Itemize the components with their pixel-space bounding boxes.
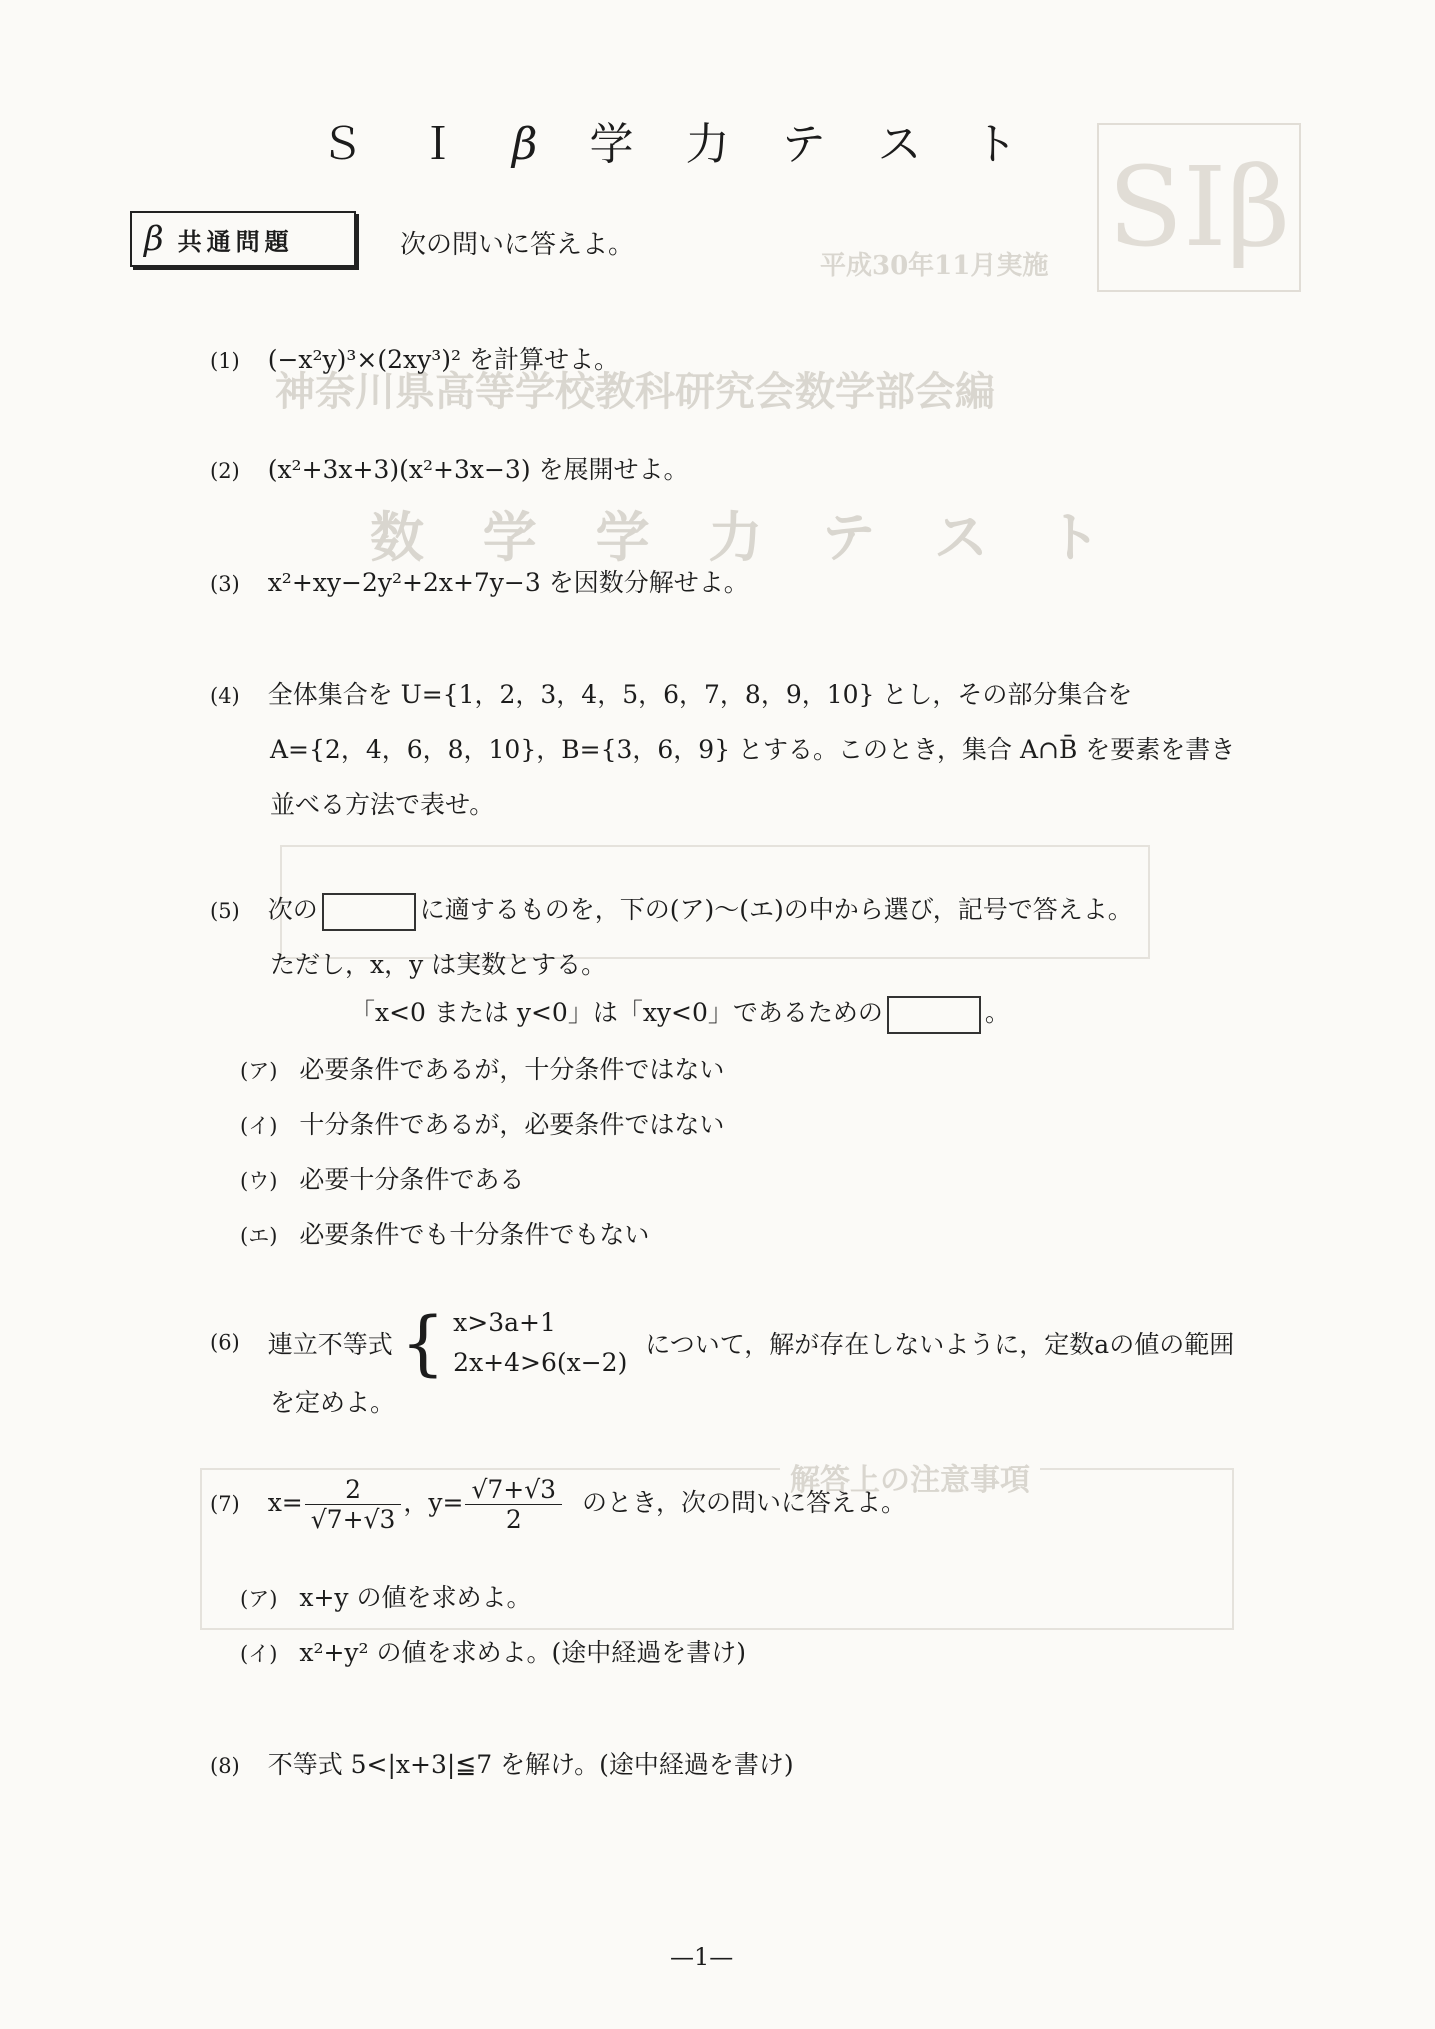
fraction [305,1475,402,1534]
option-text: 必要十分条件である [299,1165,525,1194]
question-7 [210,1475,906,1534]
section-symbol: β [144,219,164,259]
option-i [240,1105,724,1141]
question-4 [210,675,1132,711]
subquestion-text: x²+y² の値を求めよ。(途中経過を書け) [299,1638,747,1667]
title-char: Ｓ [320,119,364,170]
question-5 [210,890,1133,931]
option-text: 必要条件であるが，十分条件ではない [299,1055,725,1084]
question-text-line: を定めよ。 [270,1388,396,1417]
question-text: 不等式 5<|x+3|≦7 を解け。(途中経過を書け) [267,1750,794,1779]
question-number: (3) [210,572,240,596]
question-text: のとき，次の問いに答えよ。 [582,1488,907,1517]
title-char: ス [877,119,922,170]
question-number: (2) [210,459,240,483]
equation-lhs: ，y= [403,1488,464,1517]
question-2 [210,450,689,486]
watermark-stamp: SIβ [1097,123,1301,292]
question-text: (x²+3x+3)(x²+3x−3) を展開せよ。 [267,455,689,484]
statement-end: 。 [984,998,1010,1027]
question-text: (−x²y)³×(2xy³)² を計算せよ。 [267,345,619,374]
question-text: 連立不等式 [267,1330,393,1359]
option-text: 必要条件でも十分条件でもない [299,1220,650,1249]
section-header [130,211,356,267]
question-number: (8) [210,1754,240,1778]
subquestion-label: (ア) [240,1587,278,1611]
subquestion-label: (イ) [240,1642,278,1666]
inequality: x>3a+1 [453,1308,556,1337]
title-char: テ [781,119,826,170]
title-char: 力 [685,119,730,170]
title-char: Ｉ [416,119,460,170]
section-label: 共通問題 [177,227,294,256]
numerator: 2 [305,1475,402,1505]
question-number: (7) [210,1492,240,1516]
subquestion-text: x+y の値を求めよ。 [299,1583,532,1612]
equation-lhs: x= [267,1488,303,1517]
bleed-notes-title: 解答上の注意事項 [780,1455,1040,1499]
question-number: (1) [210,349,240,373]
title-char: ト [973,119,1018,170]
question-3 [210,563,749,599]
question-number: (6) [210,1330,240,1355]
option-u [240,1160,524,1196]
subquestion-a [240,1578,531,1614]
option-label: (エ) [240,1224,278,1248]
page-number: —1— [670,1943,734,1971]
condition-statement [350,993,1010,1034]
question-number: (4) [210,684,240,708]
page-title [320,108,1017,172]
question-text-line: A={2，4，6，8，10}，B={3，6，9} とする。このとき，集合 A∩B̄ を要素を書き [270,735,1236,764]
denominator: 2 [505,1505,522,1534]
question-text: 次の [267,895,318,924]
option-label: (イ) [240,1114,278,1138]
denominator: √7+√3 [310,1505,396,1534]
brace: { [400,1302,446,1384]
title-char: 学 [589,119,634,170]
option-a [240,1050,724,1086]
fraction [465,1475,562,1534]
option-label: (ウ) [240,1169,278,1193]
bleed-date: 平成30年11月実施 [820,251,1049,281]
inequality: 2x+4>6(x−2) [453,1348,628,1377]
answer-blank [887,996,981,1034]
question-8 [210,1745,794,1781]
question-text: について，解が存在しないように，定数aの値の範囲 [645,1330,1235,1359]
option-label: (ア) [240,1059,278,1083]
inequality-system [453,1303,627,1383]
question-text: に適するものを，下の(ア)〜(エ)の中から選び，記号で答えよ。 [419,895,1133,924]
option-e [240,1215,649,1251]
bleed-organization: 神奈川県高等学校教科研究会数学部会編 [275,368,995,415]
question-text-line: 並べる方法で表せ。 [270,790,495,819]
answer-blank [322,893,416,931]
section-instruction: 次の問いに答えよ。 [400,230,635,260]
bleed-exam-title: 数 学 学 力 テ ス ト [370,505,1121,569]
title-char: β [512,119,538,170]
subquestion-i [240,1633,746,1669]
question-text: x²+xy−2y²+2x+7y−3 を因数分解せよ。 [267,568,749,597]
numerator: √7+√3 [465,1475,562,1505]
statement-text: 「x<0 または y<0」は「xy<0」であるための [350,998,883,1027]
question-text-line: 全体集合を U={1，2，3，4，5，6，7，8，9，10} とし，その部分集合を [267,680,1133,709]
question-text-line: ただし，x，y は実数とする。 [270,950,607,979]
question-number: (5) [210,899,240,923]
option-text: 十分条件であるが，必要条件ではない [299,1110,725,1139]
question-6 [210,1303,1234,1383]
question-1 [210,340,619,376]
